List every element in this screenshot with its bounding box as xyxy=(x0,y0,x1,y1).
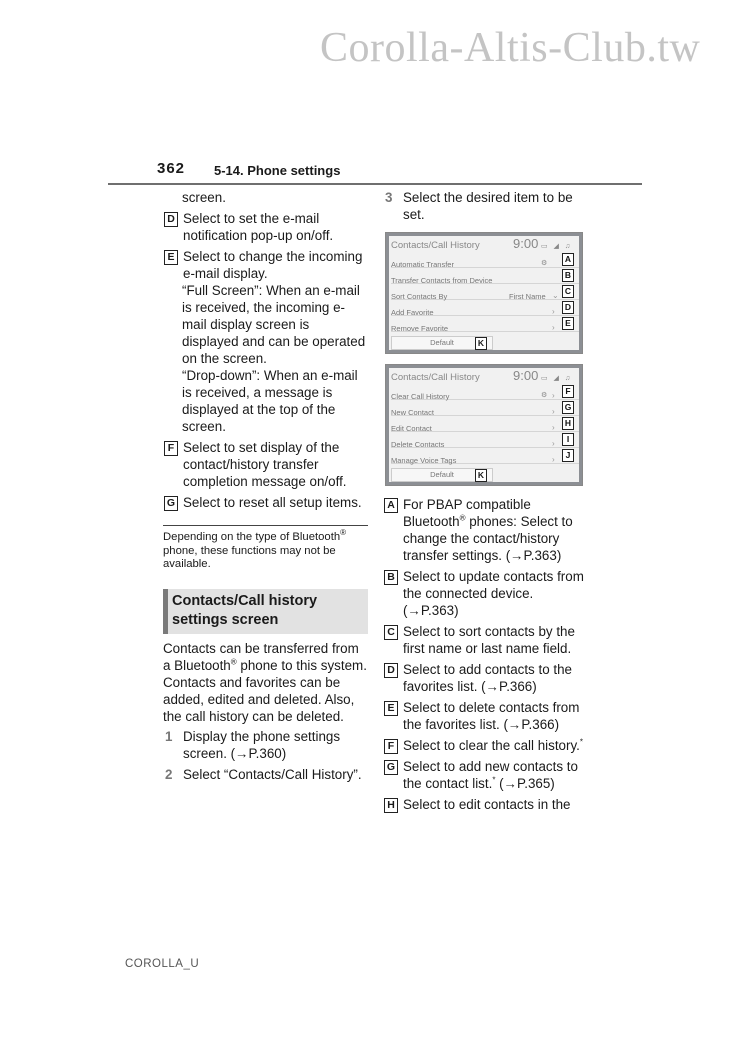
watermark: Corolla-Altis-Club.tw xyxy=(320,25,701,71)
item-text: Select to add contacts to the favorites list. (→P.366) xyxy=(403,662,572,694)
screen-row[interactable] xyxy=(391,384,579,400)
row-label: New Contact xyxy=(391,408,434,417)
screen-row[interactable] xyxy=(391,300,579,316)
chevron-right-icon: › xyxy=(552,439,555,448)
screen-row[interactable] xyxy=(391,284,579,300)
row-label: Add Favorite xyxy=(391,308,434,317)
item-text: Select to change the incoming e-mail display. xyxy=(183,249,363,281)
intro-paragraph: Contacts can be transferred from a Bluetooth® phone to this system. Contacts and favorites can be added, edited and deleted. Also, the call history can be deleted. xyxy=(163,640,367,724)
screen-display xyxy=(389,236,579,350)
callout-letter: H xyxy=(384,798,398,813)
drop-down-desc: “Drop-down”: When an e-mail is received, a message is displayed at the top of the screen. xyxy=(182,368,358,434)
row-label: Automatic Transfer xyxy=(391,260,454,269)
item-text: Select to set the e-mail notification pop-up on/off. xyxy=(183,211,334,243)
step-text: Select “Contacts/Call History”. xyxy=(183,766,362,782)
chevron-right-icon: › xyxy=(552,391,555,400)
callout-letter: I xyxy=(562,433,574,446)
callout-letter: K xyxy=(475,337,487,350)
callout-letter: D xyxy=(384,663,398,678)
row-label: Sort Contacts By xyxy=(391,292,448,301)
footer-code: COROLLA_U xyxy=(125,958,200,970)
step-text: Select the desired item to be set. xyxy=(403,190,573,222)
item-text: For PBAP compatible Bluetooth® phones: Select to change the contact/history transfer settings. (→P.363) xyxy=(403,497,573,563)
screen-clock: 9:00 xyxy=(513,236,539,251)
header-rule xyxy=(108,183,642,185)
item-text: Select to delete contacts from the favorites list. (→P.366) xyxy=(403,700,580,732)
item-text: Select to set display of the contact/history transfer completion message on/off. xyxy=(183,440,347,489)
callout-letter: G xyxy=(562,401,574,414)
screen-image-2 xyxy=(385,364,583,486)
item-text: Select to add new contacts to the contact list.* (→P.365) xyxy=(403,759,578,791)
list-item-g xyxy=(163,494,368,511)
item-text: Select to update contacts from the connected device. (→P.363) xyxy=(403,569,584,618)
screen-title: Contacts/Call History xyxy=(391,240,480,251)
chevron-right-icon: › xyxy=(552,423,555,432)
callout-letter: G xyxy=(164,496,178,511)
item-text: Select to sort contacts by the first name or last name field. xyxy=(403,624,575,656)
right-column xyxy=(383,189,588,817)
callout-letter: C xyxy=(384,625,398,640)
list-item-e xyxy=(163,248,368,282)
status-icons: ▭ ◢ ♫ ⚙ xyxy=(541,243,573,267)
list-item-a xyxy=(383,496,588,564)
callout-letter: D xyxy=(562,301,574,314)
callout-letter: F xyxy=(562,385,574,398)
screen-row[interactable] xyxy=(391,252,579,268)
default-button[interactable]: Default xyxy=(391,468,493,482)
screen-row[interactable] xyxy=(391,448,579,464)
step-3 xyxy=(383,189,588,223)
note-divider xyxy=(163,525,368,526)
callout-letter: H xyxy=(562,417,574,430)
row-label: Clear Call History xyxy=(391,392,450,401)
screen-clock: 9:00 xyxy=(513,368,539,383)
list-item-f xyxy=(383,737,588,754)
callout-letter: E xyxy=(164,250,178,265)
step-number: 1 xyxy=(165,728,173,744)
chevron-right-icon: › xyxy=(552,407,555,416)
row-label: Edit Contact xyxy=(391,424,432,433)
screen-image-1 xyxy=(385,232,583,354)
list-item-h xyxy=(383,796,588,813)
callout-letter: E xyxy=(562,317,574,330)
chevron-right-icon: › xyxy=(552,455,555,464)
section-heading: Contacts/Call history settings screen xyxy=(163,589,368,634)
row-label: Manage Voice Tags xyxy=(391,456,457,465)
list-item-b xyxy=(383,568,588,619)
callout-letter: F xyxy=(164,441,178,456)
screen-row[interactable] xyxy=(391,400,579,416)
step-2 xyxy=(163,766,368,783)
screen-row[interactable] xyxy=(391,416,579,432)
callout-letter: E xyxy=(384,701,398,716)
chevron-right-icon: › xyxy=(552,323,555,332)
continued-text: screen. xyxy=(182,190,226,205)
callout-letter: B xyxy=(384,570,398,585)
item-text: Select to clear the call history.* xyxy=(403,737,584,753)
list-item-g xyxy=(383,758,588,792)
chevron-right-icon: › xyxy=(552,307,555,316)
default-button[interactable]: Default xyxy=(391,336,493,350)
full-screen-desc: “Full Screen”: When an e-mail is received, the incoming e-mail display screen is displayed and can be operated on the screen. xyxy=(182,283,366,366)
row-value: First Name xyxy=(509,292,546,301)
item-text: Select to reset all setup items. xyxy=(183,495,362,510)
step-1 xyxy=(163,728,368,762)
screen-title: Contacts/Call History xyxy=(391,372,480,383)
callout-letter: K xyxy=(475,469,487,482)
list-item-f xyxy=(163,439,368,490)
row-label: Remove Favorite xyxy=(391,324,449,333)
callout-letter: D xyxy=(164,212,178,227)
note-text: Depending on the type of Bluetooth® phone, these functions may not be available. xyxy=(163,528,347,570)
step-text: Display the phone settings screen. (→P.360) xyxy=(183,728,341,761)
step-number: 3 xyxy=(385,190,393,205)
callout-letter: J xyxy=(562,449,574,462)
section-title: 5-14. Phone settings xyxy=(214,163,341,178)
item-text: Select to edit contacts in the xyxy=(403,797,571,812)
callout-letter: F xyxy=(384,739,398,754)
callout-letter: C xyxy=(562,285,574,298)
list-item-d xyxy=(383,661,588,695)
row-label: Delete Contacts xyxy=(391,440,445,449)
status-icons: ▭ ◢ ♫ ⚙ xyxy=(541,375,573,399)
callout-letter: A xyxy=(384,498,398,513)
screen-row[interactable] xyxy=(391,268,579,284)
list-item-e xyxy=(383,699,588,733)
step-number: 2 xyxy=(165,766,173,782)
row-label: Transfer Contacts from Device xyxy=(391,276,493,285)
callout-letter: B xyxy=(562,269,574,282)
callout-letter: A xyxy=(562,253,574,266)
list-item-d xyxy=(163,210,368,244)
left-column xyxy=(163,189,368,787)
screen-row[interactable] xyxy=(391,316,579,332)
callout-letter: G xyxy=(384,760,398,775)
page-number: 362 xyxy=(157,160,186,177)
list-item-c xyxy=(383,623,588,657)
screen-row[interactable] xyxy=(391,432,579,448)
screen-display xyxy=(389,368,579,482)
chevron-down-icon: ⌄ xyxy=(552,291,559,300)
